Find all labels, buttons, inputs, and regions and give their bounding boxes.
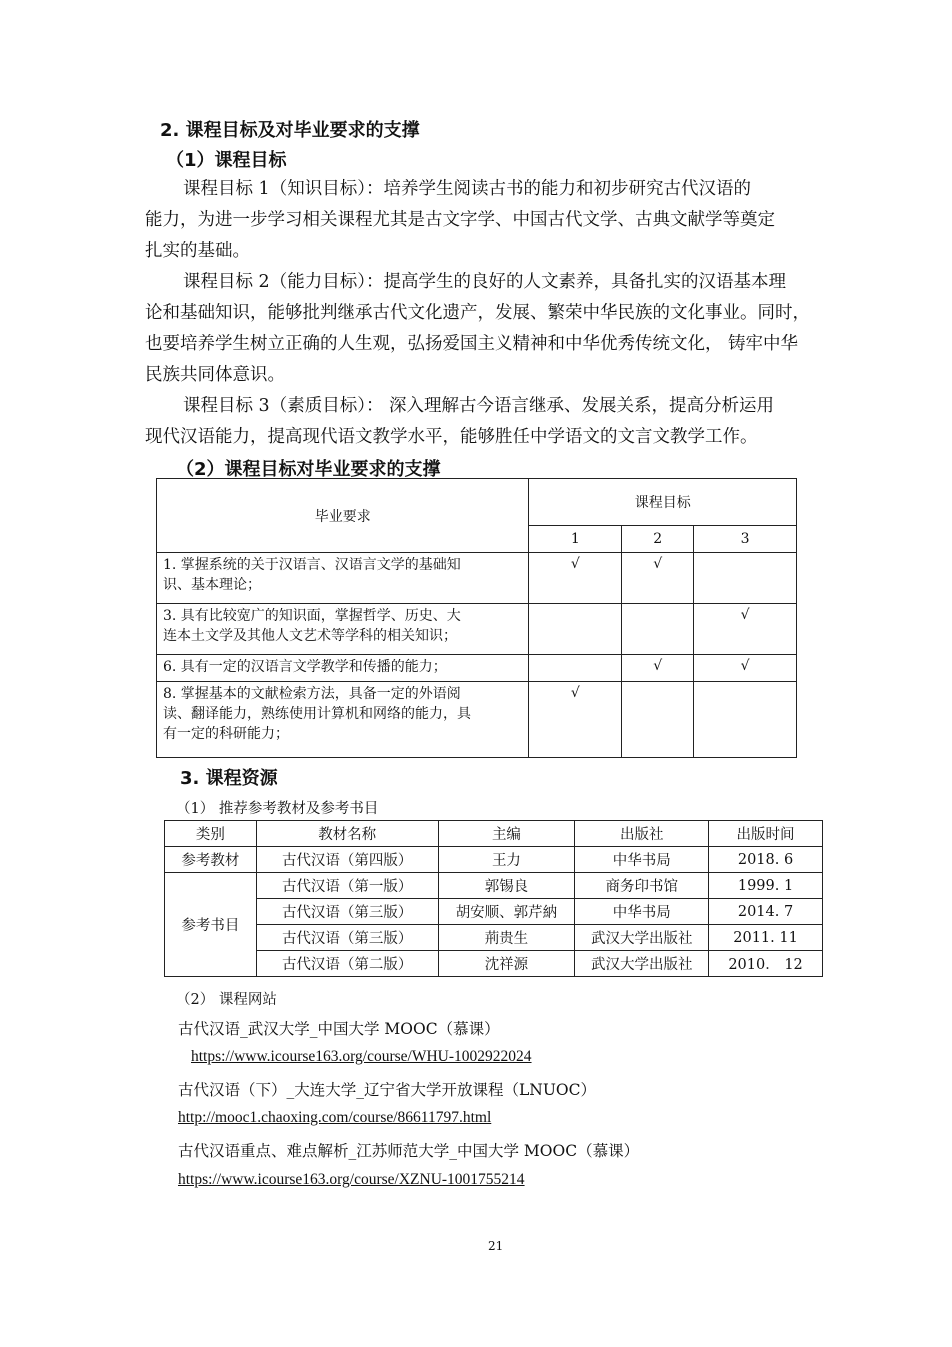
req-line: 读、翻译能力，熟练使用计算机和网络的能力，具: [163, 706, 471, 722]
site1-name: 古代汉语_武汉大学_中国大学 MOOC（慕课）: [178, 1020, 500, 1038]
book-publisher: 中华书局: [575, 899, 709, 925]
goal2-line2: 论和基础知识，能够批判继承古代文化遗产，发展、繁荣中华民族的文化事业。同时，: [145, 303, 810, 323]
requirement-cell: [157, 682, 529, 758]
goal2-line4: 民族共同体意识。: [145, 365, 285, 385]
goal2-line3: 也要培养学生树立正确的人生观，弘扬爱国主义精神和中华优秀传统文化， 铸牢中华: [145, 334, 799, 354]
goal2-line1: 课程目标 2（能力目标）：提高学生的良好的人文素养，具备扎实的汉语基本理: [183, 272, 786, 292]
requirement-cell: [157, 604, 529, 655]
goal1-line3: 扎实的基础。: [145, 241, 250, 261]
check-cell: √: [529, 553, 622, 604]
course-goals-subheading: （1）课程目标: [166, 150, 287, 171]
check-cell: √: [694, 604, 797, 655]
book-publisher: 中华书局: [575, 847, 709, 873]
websites-subheading: （2） 课程网站: [176, 992, 277, 1008]
textbooks-table: [164, 820, 823, 977]
req-line: 3. 具有比较宽广的知识面，掌握哲学、历史、大: [163, 608, 461, 624]
book-title: 古代汉语（第三版）: [256, 925, 438, 951]
check-cell: √: [622, 655, 694, 682]
check-cell: [529, 655, 622, 682]
table-row: [165, 873, 823, 899]
category-cell: 参考教材: [165, 847, 257, 873]
table-row: [165, 899, 823, 925]
table-row: [157, 553, 797, 604]
book-editor: 荊贵生: [438, 925, 575, 951]
site3-name: 古代汉语重点、难点解析_江苏师范大学_中国大学 MOOC（慕课）: [178, 1142, 640, 1160]
book-publisher: 武汉大学出版社: [575, 925, 709, 951]
header-cell: 出版社: [575, 821, 709, 847]
page-number: 21: [488, 1239, 504, 1253]
book-editor: 王力: [438, 847, 575, 873]
site2-link[interactable]: http://mooc1.chaoxing.com/course/86611797.html: [178, 1109, 492, 1126]
book-editor: 沈祥源: [438, 951, 575, 977]
req-line: 6. 具有一定的汉语言文学教学和传播的能力；: [163, 659, 447, 675]
goal-col-2: 2: [622, 526, 694, 553]
book-editor: 郭锡良: [438, 873, 575, 899]
table-row: [157, 682, 797, 758]
header-cell: 主编: [438, 821, 575, 847]
check-cell: [694, 553, 797, 604]
book-title: 古代汉语（第四版）: [256, 847, 438, 873]
requirement-cell: [157, 655, 529, 682]
book-date: 2014. 7: [709, 899, 823, 925]
book-publisher: 商务印书馆: [575, 873, 709, 899]
header-cell: 教材名称: [256, 821, 438, 847]
site1-link[interactable]: https://www.icourse163.org/course/WHU-1002922024: [191, 1048, 532, 1065]
check-cell: [622, 682, 694, 758]
book-date: 2010． 12: [709, 951, 823, 977]
check-cell: [694, 682, 797, 758]
textbooks-subheading: （1） 推荐参考教材及参考书目: [176, 801, 379, 817]
check-cell: √: [622, 553, 694, 604]
goal-col-3: 3: [694, 526, 797, 553]
req-line: 连本土文学及其他人文艺术等学科的相关知识；: [163, 628, 457, 644]
table-row: [165, 925, 823, 951]
header-requirement: 毕业要求: [157, 479, 529, 553]
book-editor: 胡安顺、郭芹納: [438, 899, 575, 925]
req-line: 1. 掌握系统的关于汉语言、汉语言文学的基础知: [163, 557, 461, 573]
goal1-line2: 能力，为进一步学习相关课程尤其是古文字学、中国古代文学、古典文献学等奠定: [145, 210, 775, 230]
support-subheading: （2）课程目标对毕业要求的支撑: [176, 459, 441, 480]
header-cell: 出版时间: [709, 821, 823, 847]
category-cell: 参考书目: [165, 873, 257, 977]
table-row: [157, 655, 797, 682]
book-title: 古代汉语（第二版）: [256, 951, 438, 977]
req-line: 识、基本理论；: [163, 577, 261, 593]
book-date: 1999. 1: [709, 873, 823, 899]
requirement-cell: [157, 553, 529, 604]
table-header-row: [165, 821, 823, 847]
check-cell: [529, 604, 622, 655]
requirements-table: [156, 478, 797, 758]
goal3-line1: 课程目标 3（素质目标）： 深入理解古今语言继承、发展关系，提高分析运用: [183, 396, 775, 416]
book-title: 古代汉语（第三版）: [256, 899, 438, 925]
table-row: [165, 951, 823, 977]
req-line: 8. 掌握基本的文献检索方法，具备一定的外语阅: [163, 686, 461, 702]
site3-link[interactable]: https://www.icourse163.org/course/XZNU-1001755214: [178, 1171, 525, 1188]
book-date: 2011. 11: [709, 925, 823, 951]
section2-heading: 2. 课程目标及对毕业要求的支撑: [160, 120, 420, 141]
header-course-goal: 课程目标: [529, 479, 797, 526]
req-line: 有一定的科研能力；: [163, 726, 289, 742]
goal1-line1: 课程目标 1（知识目标）：培养学生阅读古书的能力和初步研究古代汉语的: [183, 179, 751, 199]
book-title: 古代汉语（第一版）: [256, 873, 438, 899]
table-row: [157, 604, 797, 655]
site2-name: 古代汉语（下）_大连大学_辽宁省大学开放课程（LNUOC）: [178, 1081, 596, 1099]
goal-col-1: 1: [529, 526, 622, 553]
check-cell: √: [694, 655, 797, 682]
book-date: 2018. 6: [709, 847, 823, 873]
section3-heading: 3. 课程资源: [180, 768, 278, 789]
check-cell: [622, 604, 694, 655]
header-cell: 类别: [165, 821, 257, 847]
goal3-line2: 现代汉语能力，提高现代语文教学水平，能够胜任中学语文的文言文教学工作。: [145, 427, 758, 447]
check-cell: √: [529, 682, 622, 758]
book-publisher: 武汉大学出版社: [575, 951, 709, 977]
table-row: [165, 847, 823, 873]
